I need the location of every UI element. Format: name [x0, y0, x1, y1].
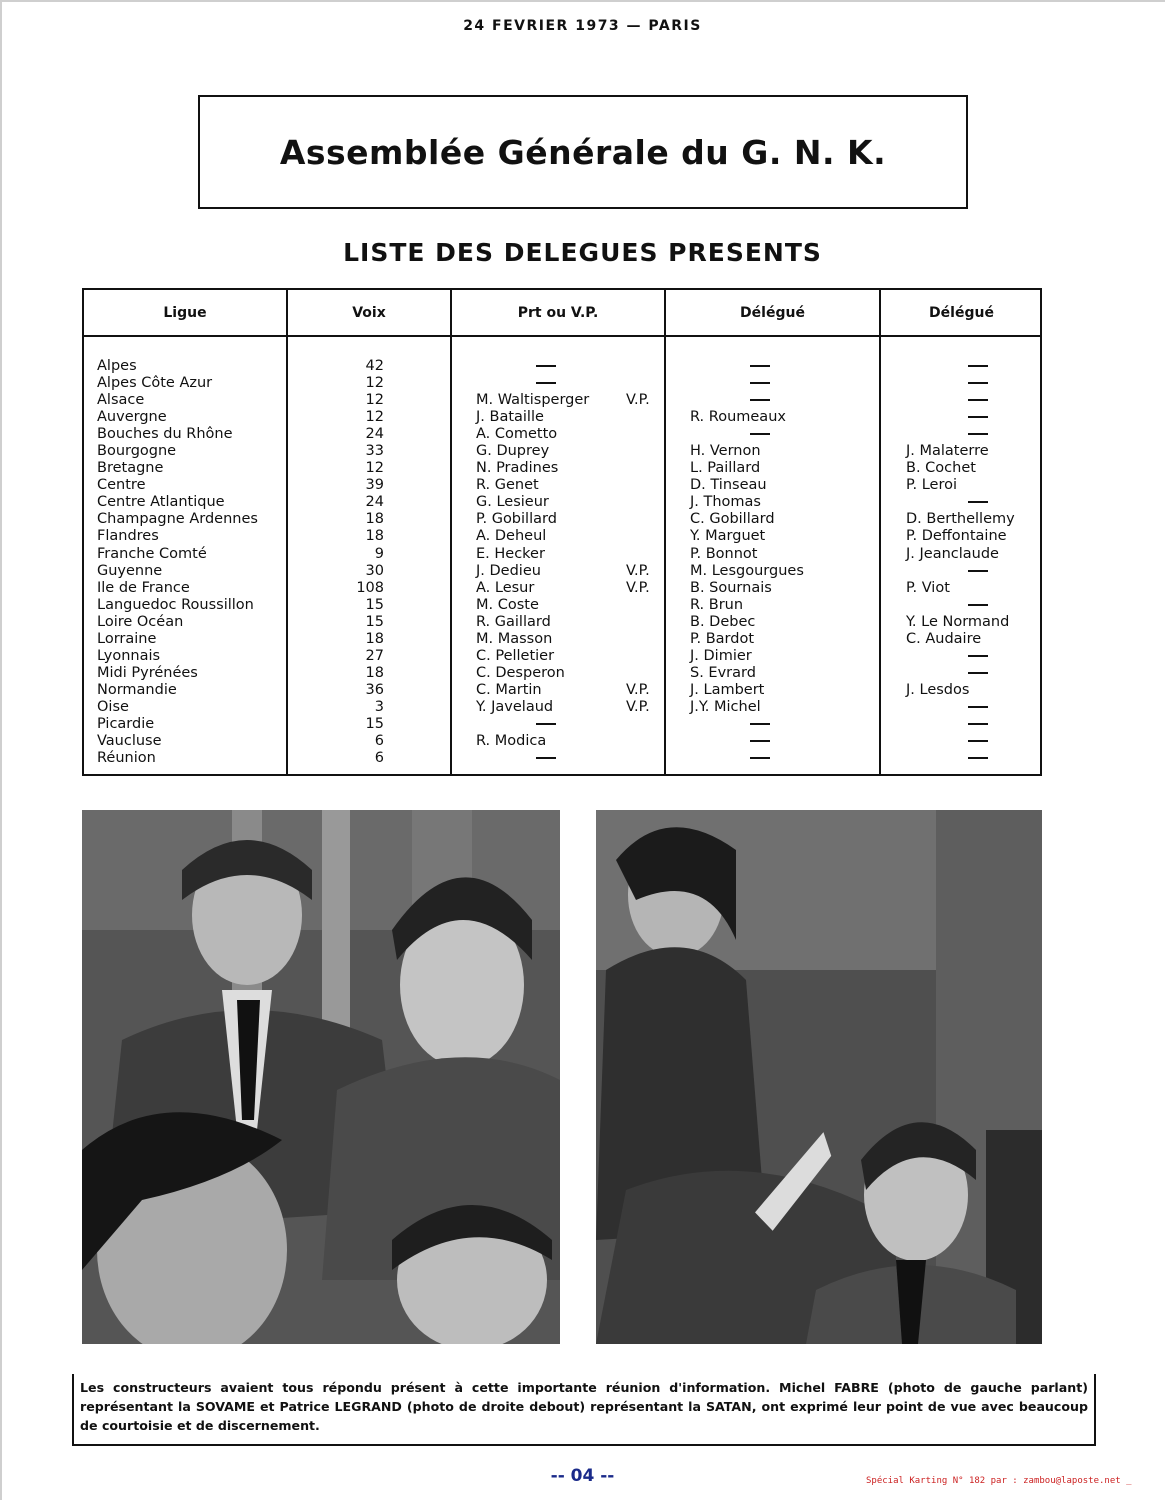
- table-cell-voix: [294, 460, 384, 477]
- cell-text-voix: 12: [365, 460, 384, 477]
- cell-text-delegue1: J. Dimier: [690, 647, 752, 664]
- vp-label: V.P.: [626, 392, 650, 409]
- table-cell-delegue1: [690, 409, 876, 426]
- table-cell-ligues: [97, 528, 282, 545]
- table-cell-ligues: [97, 409, 282, 426]
- table-cell-voix: [294, 682, 384, 699]
- cell-text-voix: 39: [365, 477, 384, 494]
- table-cell-delegue2: [906, 750, 1040, 767]
- cell-text-delegue2: B. Cochet: [906, 460, 976, 477]
- cell-text-prt: G. Lesieur: [476, 494, 549, 511]
- cell-text-ligues: Alpes: [97, 358, 137, 374]
- table-cell-voix: [294, 699, 384, 716]
- footer-credit: Spécial Karting N° 182 par : zambou@laposte.net _: [866, 1476, 1132, 1486]
- cell-text-ligues: Bretagne: [97, 460, 164, 477]
- table-cell-prt: [476, 392, 662, 409]
- empty-dash-prt: [536, 382, 556, 384]
- cell-text-prt: A. Lesur: [476, 579, 535, 596]
- cell-text-prt: P. Gobillard: [476, 511, 557, 528]
- page-title: Assemblée Générale du G. N. K.: [279, 132, 887, 172]
- table-cell-delegue2: [906, 460, 1040, 477]
- delegue-2-column: [906, 358, 1040, 767]
- empty-dash-delegue2: [968, 757, 988, 759]
- table-cell-delegue1: [690, 614, 876, 631]
- cell-text-ligues: Ile de France: [97, 579, 190, 596]
- cell-text-prt: C. Pelletier: [476, 647, 555, 664]
- cell-text-prt: G. Duprey: [476, 443, 550, 460]
- table-cell-voix: [294, 614, 384, 631]
- table-header-divider: [84, 335, 1040, 337]
- prt-column: [476, 358, 662, 767]
- table-cell-ligues: [97, 477, 282, 494]
- table-cell-delegue1: [690, 426, 876, 443]
- empty-dash-delegue1: [750, 757, 770, 759]
- empty-dash-delegue2: [968, 416, 988, 418]
- header-voix: Voix: [352, 304, 386, 321]
- table-cell-prt: [476, 648, 662, 665]
- section-subtitle: LISTE DES DELEGUES PRESENTS: [343, 238, 822, 267]
- cell-text-delegue1: J.Y. Michel: [690, 698, 761, 715]
- voix-column: [294, 358, 384, 767]
- cell-text-ligues: Midi Pyrénées: [97, 664, 198, 681]
- table-cell-ligues: [97, 392, 282, 409]
- cell-text-voix: 15: [365, 613, 384, 630]
- table-cell-delegue2: [906, 494, 1040, 511]
- table-cell-ligues: [97, 716, 282, 733]
- empty-dash-delegue2: [968, 672, 988, 674]
- table-cell-delegue1: [690, 375, 876, 392]
- delegates-table: [82, 288, 1042, 776]
- table-cell-delegue1: [690, 528, 876, 545]
- table-cell-delegue1: [690, 648, 876, 665]
- empty-dash-delegue1: [750, 740, 770, 742]
- table-cell-delegue2: [906, 511, 1040, 528]
- cell-text-ligues: Normandie: [97, 681, 177, 698]
- table-cell-delegue2: [906, 733, 1040, 750]
- cell-text-ligues: Languedoc Roussillon: [97, 596, 254, 613]
- table-cell-delegue2: [906, 648, 1040, 665]
- cell-text-ligues: Lyonnais: [97, 647, 161, 664]
- table-cell-prt: [476, 375, 662, 392]
- empty-dash-delegue1: [750, 382, 770, 384]
- table-cell-voix: [294, 597, 384, 614]
- table-cell-delegue2: [906, 597, 1040, 614]
- cell-text-voix: 24: [365, 426, 384, 443]
- table-cell-voix: [294, 546, 384, 563]
- page-edge-left: [0, 0, 2, 1500]
- page-edge-top: [0, 0, 1165, 2]
- empty-dash-delegue1: [750, 433, 770, 435]
- empty-dash-delegue1: [750, 399, 770, 401]
- cell-text-delegue1: J. Thomas: [690, 494, 761, 511]
- table-cell-ligues: [97, 426, 282, 443]
- cell-text-ligues: Bourgogne: [97, 443, 177, 460]
- table-cell-delegue2: [906, 614, 1040, 631]
- table-cell-prt: [476, 443, 662, 460]
- cell-text-ligues: Flandres: [97, 528, 159, 545]
- cell-text-prt: A. Deheul: [476, 528, 547, 545]
- cell-text-delegue1: L. Paillard: [690, 460, 761, 477]
- table-cell-prt: [476, 580, 662, 597]
- table-cell-ligues: [97, 665, 282, 682]
- cell-text-delegue1: D. Tinseau: [690, 477, 767, 494]
- cell-text-voix: 15: [365, 596, 384, 613]
- page-number: -- 04 --: [550, 1466, 615, 1486]
- cell-text-prt: A. Cometto: [476, 426, 558, 443]
- table-cell-delegue1: [690, 358, 876, 375]
- table-cell-delegue2: [906, 375, 1040, 392]
- table-cell-voix: [294, 443, 384, 460]
- table-cell-prt: [476, 614, 662, 631]
- cell-text-delegue2: C. Audaire: [906, 630, 982, 647]
- cell-text-ligues: Champagne Ardennes: [97, 511, 258, 528]
- table-cell-ligues: [97, 682, 282, 699]
- empty-dash-delegue2: [968, 740, 988, 742]
- cell-text-voix: 27: [365, 647, 384, 664]
- table-cell-ligues: [97, 699, 282, 716]
- table-cell-prt: [476, 631, 662, 648]
- cell-text-voix: 9: [374, 545, 384, 562]
- header-delegue-1: Délégué: [740, 304, 805, 321]
- photo-caption: Les constructeurs avaient tous répondu présent à cette importante réunion d'information. Michel FABRE (photo de gauche parlant) représentant la SOVAME et Patrice LEGRAND (photo de droite debout) représentant la SATAN, ont exprimé leur point de vue avec beaucoup de courtoisie et de discernement.: [72, 1374, 1096, 1446]
- table-cell-prt: [476, 546, 662, 563]
- delegue-1-column: [690, 358, 876, 767]
- cell-text-ligues: Bouches du Rhône: [97, 426, 233, 443]
- cell-text-delegue1: C. Gobillard: [690, 511, 775, 528]
- table-cell-delegue1: [690, 682, 876, 699]
- cell-text-prt: C. Desperon: [476, 664, 565, 681]
- table-divider: [664, 290, 666, 774]
- table-cell-voix: [294, 580, 384, 597]
- empty-dash-prt: [536, 723, 556, 725]
- table-cell-ligues: [97, 750, 282, 767]
- table-cell-delegue1: [690, 716, 876, 733]
- table-divider: [286, 290, 288, 774]
- cell-text-prt: R. Modica: [476, 733, 547, 750]
- cell-text-delegue1: R. Brun: [690, 596, 744, 613]
- table-cell-ligues: [97, 443, 282, 460]
- cell-text-voix: 18: [365, 511, 384, 528]
- table-cell-voix: [294, 358, 384, 375]
- table-cell-delegue2: [906, 682, 1040, 699]
- cell-text-ligues: Alsace: [97, 392, 145, 409]
- cell-text-ligues: Lorraine: [97, 630, 157, 647]
- table-cell-ligues: [97, 494, 282, 511]
- table-cell-voix: [294, 477, 384, 494]
- table-cell-delegue2: [906, 580, 1040, 597]
- table-cell-prt: [476, 750, 662, 767]
- photo-right: [596, 810, 1042, 1344]
- cell-text-delegue1: P. Bonnot: [690, 545, 758, 562]
- cell-text-delegue2: P. Leroi: [906, 477, 957, 494]
- table-cell-prt: [476, 409, 662, 426]
- cell-text-delegue1: P. Bardot: [690, 630, 755, 647]
- table-cell-delegue1: [690, 580, 876, 597]
- table-cell-voix: [294, 648, 384, 665]
- table-cell-delegue1: [690, 563, 876, 580]
- table-cell-prt: [476, 494, 662, 511]
- cell-text-delegue2: Y. Le Normand: [906, 613, 1010, 630]
- table-cell-delegue2: [906, 409, 1040, 426]
- cell-text-prt: C. Martin: [476, 681, 542, 698]
- table-cell-delegue2: [906, 563, 1040, 580]
- table-cell-prt: [476, 358, 662, 375]
- table-cell-ligues: [97, 648, 282, 665]
- cell-text-ligues: Vaucluse: [97, 733, 162, 750]
- empty-dash-delegue2: [968, 399, 988, 401]
- table-cell-delegue2: [906, 716, 1040, 733]
- photo-left-image: [82, 810, 560, 1344]
- cell-text-delegue1: R. Roumeaux: [690, 409, 786, 426]
- table-cell-delegue2: [906, 443, 1040, 460]
- table-cell-delegue1: [690, 392, 876, 409]
- vp-label: V.P.: [626, 579, 650, 596]
- table-cell-delegue1: [690, 750, 876, 767]
- table-cell-prt: [476, 716, 662, 733]
- cell-text-delegue2: J. Malaterre: [906, 443, 989, 460]
- title-box: [198, 95, 968, 209]
- table-cell-delegue2: [906, 631, 1040, 648]
- table-cell-delegue1: [690, 494, 876, 511]
- table-cell-voix: [294, 426, 384, 443]
- table-cell-voix: [294, 375, 384, 392]
- table-cell-delegue2: [906, 426, 1040, 443]
- cell-text-ligues: Centre Atlantique: [97, 494, 225, 511]
- cell-text-delegue2: P. Viot: [906, 579, 950, 596]
- cell-text-ligues: Loire Océan: [97, 613, 184, 630]
- table-cell-ligues: [97, 631, 282, 648]
- cell-text-ligues: Picardie: [97, 715, 155, 732]
- table-cell-ligues: [97, 580, 282, 597]
- cell-text-voix: 36: [365, 681, 384, 698]
- cell-text-voix: 18: [365, 528, 384, 545]
- table-cell-prt: [476, 477, 662, 494]
- vp-label: V.P.: [626, 698, 650, 715]
- table-cell-prt: [476, 426, 662, 443]
- cell-text-ligues: Auvergne: [97, 409, 167, 426]
- photo-right-image: [596, 810, 1042, 1344]
- cell-text-prt: J. Dedieu: [476, 562, 541, 579]
- table-cell-delegue2: [906, 358, 1040, 375]
- table-cell-delegue2: [906, 699, 1040, 716]
- header-prt: Prt ou V.P.: [517, 304, 599, 321]
- table-cell-delegue1: [690, 665, 876, 682]
- cell-text-voix: 18: [365, 630, 384, 647]
- cell-text-delegue2: P. Deffontaine: [906, 528, 1007, 545]
- cell-text-prt: N. Pradines: [476, 460, 559, 477]
- table-cell-delegue1: [690, 460, 876, 477]
- cell-text-delegue1: B. Sournais: [690, 579, 772, 596]
- table-cell-delegue1: [690, 631, 876, 648]
- empty-dash-delegue1: [750, 365, 770, 367]
- table-cell-voix: [294, 631, 384, 648]
- table-cell-delegue1: [690, 699, 876, 716]
- cell-text-prt: M. Masson: [476, 630, 553, 647]
- table-divider: [879, 290, 881, 774]
- table-cell-delegue1: [690, 733, 876, 750]
- cell-text-voix: 3: [374, 698, 384, 715]
- table-cell-ligues: [97, 733, 282, 750]
- table-cell-prt: [476, 597, 662, 614]
- table-cell-delegue2: [906, 477, 1040, 494]
- table-cell-voix: [294, 716, 384, 733]
- empty-dash-delegue2: [968, 501, 988, 503]
- cell-text-prt: M. Waltisperger: [476, 392, 590, 409]
- table-cell-ligues: [97, 597, 282, 614]
- cell-text-ligues: Guyenne: [97, 562, 163, 579]
- table-cell-voix: [294, 511, 384, 528]
- table-cell-prt: [476, 511, 662, 528]
- table-cell-ligues: [97, 511, 282, 528]
- empty-dash-delegue2: [968, 706, 988, 708]
- cell-text-voix: 6: [374, 750, 384, 767]
- table-cell-voix: [294, 750, 384, 767]
- table-cell-prt: [476, 733, 662, 750]
- table-cell-prt: [476, 460, 662, 477]
- table-cell-prt: [476, 665, 662, 682]
- cell-text-prt: Y. Javelaud: [476, 698, 554, 715]
- cell-text-voix: 108: [356, 579, 384, 596]
- cell-text-voix: 6: [374, 733, 384, 750]
- empty-dash-delegue2: [968, 433, 988, 435]
- empty-dash-delegue2: [968, 365, 988, 367]
- photo-left: [82, 810, 560, 1344]
- table-cell-voix: [294, 494, 384, 511]
- table-cell-delegue2: [906, 546, 1040, 563]
- header-delegue-2: Délégué: [929, 304, 994, 321]
- cell-text-prt: R. Gaillard: [476, 613, 551, 630]
- table-cell-prt: [476, 563, 662, 580]
- empty-dash-delegue2: [968, 382, 988, 384]
- cell-text-voix: 12: [365, 392, 384, 409]
- empty-dash-prt: [536, 365, 556, 367]
- table-cell-voix: [294, 392, 384, 409]
- cell-text-voix: 12: [365, 375, 384, 392]
- table-cell-prt: [476, 528, 662, 545]
- vp-label: V.P.: [626, 562, 650, 579]
- cell-text-prt: J. Bataille: [476, 409, 544, 426]
- empty-dash-delegue2: [968, 723, 988, 725]
- cell-text-delegue1: B. Debec: [690, 613, 756, 630]
- table-cell-voix: [294, 563, 384, 580]
- cell-text-voix: 18: [365, 664, 384, 681]
- cell-text-prt: E. Hecker: [476, 545, 545, 562]
- table-cell-delegue1: [690, 443, 876, 460]
- cell-text-delegue1: S. Evrard: [690, 664, 756, 681]
- cell-text-voix: 33: [365, 443, 384, 460]
- cell-text-ligues: Réunion: [97, 750, 156, 767]
- table-cell-voix: [294, 733, 384, 750]
- cell-text-ligues: Alpes Côte Azur: [97, 375, 213, 392]
- cell-text-ligues: Centre: [97, 477, 146, 494]
- table-cell-delegue1: [690, 511, 876, 528]
- empty-dash-delegue1: [750, 723, 770, 725]
- table-cell-ligues: [97, 460, 282, 477]
- empty-dash-prt: [536, 757, 556, 759]
- table-cell-ligues: [97, 614, 282, 631]
- cell-text-delegue1: H. Vernon: [690, 443, 761, 460]
- cell-text-voix: 30: [365, 562, 384, 579]
- table-cell-delegue2: [906, 665, 1040, 682]
- table-cell-delegue2: [906, 528, 1040, 545]
- cell-text-ligues: Oise: [97, 698, 129, 715]
- empty-dash-delegue2: [968, 570, 988, 572]
- page-header: 24 FEVRIER 1973 — PARIS: [463, 18, 702, 34]
- table-cell-delegue1: [690, 597, 876, 614]
- table-cell-ligues: [97, 375, 282, 392]
- table-cell-voix: [294, 528, 384, 545]
- cell-text-prt: M. Coste: [476, 596, 539, 613]
- cell-text-prt: R. Genet: [476, 477, 539, 494]
- table-cell-prt: [476, 682, 662, 699]
- table-divider: [450, 290, 452, 774]
- vp-label: V.P.: [626, 681, 650, 698]
- cell-text-voix: 24: [365, 494, 384, 511]
- table-cell-ligues: [97, 563, 282, 580]
- table-cell-voix: [294, 409, 384, 426]
- cell-text-delegue1: M. Lesgourgues: [690, 562, 804, 579]
- cell-text-delegue2: J. Jeanclaude: [906, 545, 999, 562]
- cell-text-delegue1: Y. Marguet: [690, 528, 766, 545]
- empty-dash-delegue2: [968, 604, 988, 606]
- table-cell-delegue1: [690, 546, 876, 563]
- cell-text-ligues: Franche Comté: [97, 545, 207, 562]
- cell-text-voix: 15: [365, 715, 384, 732]
- table-cell-delegue1: [690, 477, 876, 494]
- ligue-column: [97, 358, 282, 767]
- header-ligue: Ligue: [163, 304, 207, 321]
- cell-text-delegue2: J. Lesdos: [906, 681, 970, 698]
- table-cell-voix: [294, 665, 384, 682]
- table-cell-delegue2: [906, 392, 1040, 409]
- cell-text-voix: 42: [365, 358, 384, 374]
- table-cell-ligues: [97, 546, 282, 563]
- cell-text-delegue2: D. Berthellemy: [906, 511, 1015, 528]
- cell-text-delegue1: J. Lambert: [690, 681, 765, 698]
- table-cell-ligues: [97, 358, 282, 375]
- table-cell-prt: [476, 699, 662, 716]
- cell-text-voix: 12: [365, 409, 384, 426]
- empty-dash-delegue2: [968, 655, 988, 657]
